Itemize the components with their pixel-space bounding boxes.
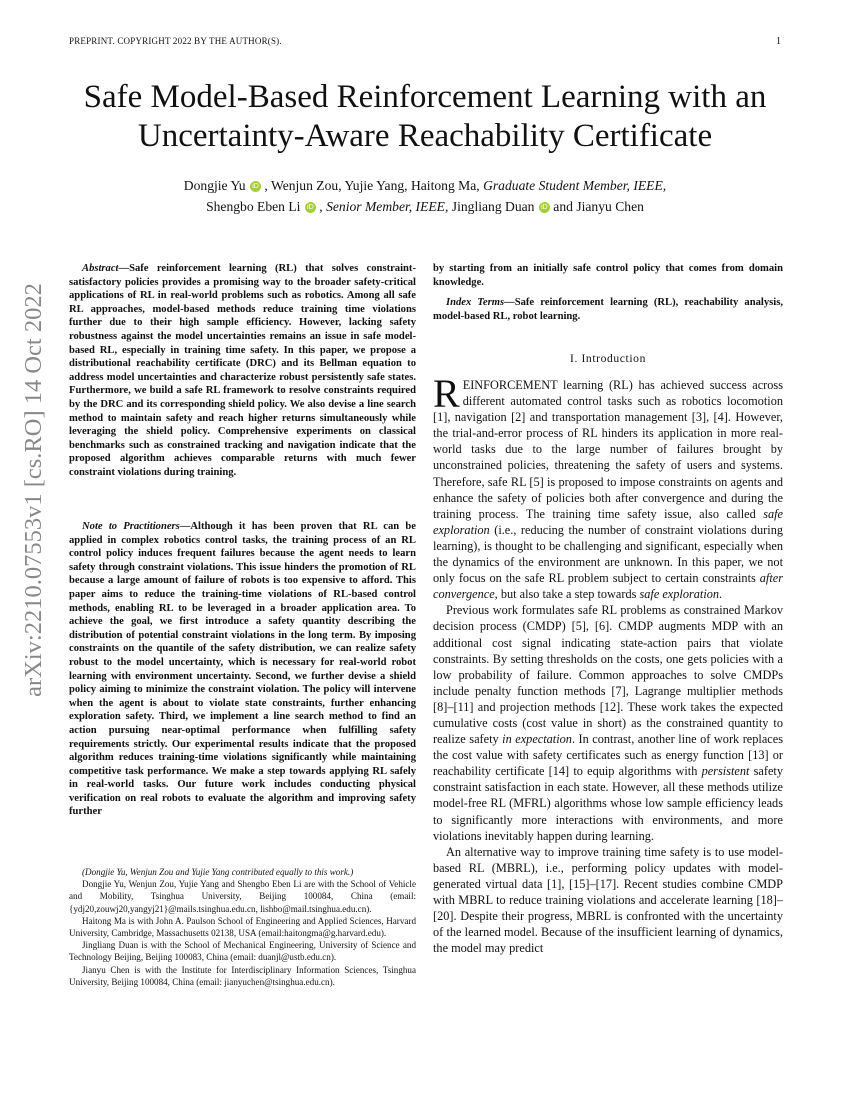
footnote-affil-4: Jianyu Chen is with the Institute for Interdisciplinary Information Sciences, Tsinghua University, Beijing 100084, China (email: jianyuchen@tsinghua.edu.cn).	[69, 964, 416, 987]
author-list	[60, 175, 790, 217]
abstract-text: —Safe reinforcement learning (RL) that solves constraint-satisfactory policies provides a promising way to the broader safety-critical applications of RL in real-world problems such as robotics. Among all safe RL approaches, model-based methods reduce training time violations further due to their high sample efficiency. However, lacking safety robustness against the model uncertainties remains an issue in safe model-based RL, especially in training time safety. In this paper, we propose a distributional reachability certificate (DRC) and its Bellman equation to address model uncertainties and characterize robust persistently safe states. Furthermore, we build a safe RL framework to resolve constraints required by the DRC and its corresponding shield policy. We also devise a line search method to maintain safety and reach higher returns simultaneously while leveraging the shield policy. Comprehensive experiments on classical benchmarks such as constrained tracking and navigation indicate that the proposed algorithm achieves comparable returns with much fewer constraint violations during training.	[69, 263, 416, 478]
index-terms-label: Index Terms	[446, 297, 505, 308]
author-li: Shengbo Eben Li	[206, 199, 301, 214]
introduction-body	[433, 371, 783, 956]
footnote-affil-3: Jingliang Duan is with the School of Mechanical Engineering, University of Science and Technology Beijing, Beijing 100083, China (email: duanjl@ustb.edu.cn).	[69, 940, 416, 963]
paper-title	[0, 78, 850, 156]
footnote-affil-1: Dongjie Yu, Wenjun Zou, Yujie Yang and Shengbo Eben Li are with the School of Vehicle and Mobility, Tsinghua University, Beijing 100084, China (email: {ydj20,zouwj20,yangyj21}@mails.tsinghua.edu.cn, lishbo@mail.tsinghua.edu.cn).	[69, 879, 416, 914]
title-line-1: Safe Model-Based Reinforcement Learning with an	[83, 79, 767, 115]
author-yu: Dongjie Yu	[183, 178, 246, 193]
arxiv-stamp-text[interactable]: arXiv:2210.07553v1 [cs.RO] 14 Oct 2022	[20, 283, 47, 697]
abstract	[69, 262, 416, 480]
intro-paragraph-3: An alternative way to improve training time safety is to use model-based RL (MBRL), i.e., performing policy updates with model-generated virtual data [1], [15]–[17]. Recent studies combine CMDP with MBRL to reduce training violations and accelerate learning [18]–[20]. Despite their progress, MBRL is confronted with the uncertainty of the learned model. Because of the insufficient learning of dynamics, the model may predict	[433, 844, 783, 956]
section-heading: I. Introduction	[570, 352, 646, 365]
index-terms-text: —Safe reinforcement learning (RL), reachability analysis, model-based RL, robot learning.	[433, 297, 783, 322]
author-role-senior: Senior Member, IEEE,	[326, 199, 449, 214]
author-role-gsm: Graduate Student Member, IEEE,	[483, 178, 667, 193]
footnote-contrib: (Dongjie Yu, Wenjun Zou and Yujie Yang contributed equally to this work.)	[82, 867, 354, 877]
footnote-affil-2: Haitong Ma is with John A. Paulson School of Engineering and Applied Sciences, Harvard University, Cambridge, Massachusetts 02138, USA (email:haitongma@g.harvard.edu).	[69, 915, 416, 939]
note-text: —Although it has been proven that RL can be applied in complex robotics control tasks, the training process of an RL control policy induces frequent failures because the agent needs to learn safety through constraint violations. This issue hinders the promotion of RL because a large amount of failure of robots is too expensive to afford. This paper aims to reduce the training-time violations of RL-based control methods, enabling RL to be leveraged in a broader application area. To achieve the goal, we first introduce a safety quantity describing the distribution of potential constraint violations in the long term. By imposing constraints on the quantile of the safety distribution, we can realize safety robust to the model uncertainty, which is necessary for real-world robot learning with environment uncertainty. Second, we further devise a shield policy aiming to minimize the constraint violation. The policy will intervene when the agent is about to violate state constraints, further enhancing exploration safety. Third, we implement a line search method to find an action pursuing near-optimal performance when fulfilling safety requirements strictly. Our experimental results indicate that the proposed algorithm reduces training-time violations significantly while maintaining competitive task performance. We make a step towards applying RL safely in real-world tasks. Our future work includes conducting physical verification on real robots to evaluate the algorithm and improving safety further	[69, 521, 417, 818]
intro-paragraph-1: REINFORCEMENT learning (RL) has achieved success across different automated control tasks such as robotics locomotion [1], navigation [2] and transportation management [3], [4]. However, the trial-and-error process of RL hinders its application in more real-world tasks due to the large number of failures brought by unconstrained policies, threatening the safety of users and systems. Therefore, safe RL [5] is proposed to impose constraints on agents and enhance the safety of policies both after convergence and during the training process. The training time safety issue, also called safe exploration (i.e., reducing the number of constraint violations during learning), is thought to be challenging and significant, especially when the dynamics of the environment are unknown. In this paper, we not only focus on the safe RL problem subject to certain constraints after convergence, but also take a step towards safe exploration.	[433, 371, 783, 602]
author-duan: Jingliang Duan	[451, 199, 535, 214]
intro-paragraph-2: Previous work formulates safe RL problems as constrained Markov decision process (CMDP) [5], [6]. CMDP augments MDP with an additional cost signal indicating state-action pairs that violate constraints. By setting thresholds on the costs, one gets policies with a low probability of failure. Common approaches to solve CMDPs include penalty function methods [7], Lagrange multiplier methods [8]–[11] and projection methods [12]. These work takes the expected cumulative costs (cost value in short) as the constrained quantity to realize safety in expectation. In contrast, another line of work replaces the cost value with safety certificates such as energy function [13] or reachability certificate [14] to equip algorithms with persistent safety constraint satisfaction in each state. However, all these methods utilize model-free RL (MFRL) algorithms whose low sample efficiency leads to significantly more interactions with environments, and more violations inevitably happen during learning.	[433, 603, 783, 843]
footnotes	[69, 866, 416, 988]
author-sep: ,	[319, 199, 323, 214]
orcid-icon[interactable]: iD	[305, 202, 316, 213]
authors-line1-rest: , Wenjun Zou, Yujie Yang, Haitong Ma,	[264, 178, 480, 193]
note-continuation	[433, 262, 783, 289]
orcid-icon[interactable]: iD	[539, 202, 550, 213]
arxiv-stamp[interactable]	[18, 283, 50, 697]
drop-cap: R	[433, 371, 460, 416]
author-chen: and Jianyu Chen	[553, 199, 644, 214]
note-continuation-text: by starting from an initially safe control policy that comes from domain knowledge.	[433, 263, 783, 288]
title-line-2: Uncertainty-Aware Reachability Certificate	[137, 118, 713, 154]
orcid-icon[interactable]: iD	[250, 181, 261, 192]
note-to-practitioners	[69, 520, 416, 819]
abstract-label: Abstract	[82, 263, 119, 274]
running-header: PREPRINT. COPYRIGHT 2022 BY THE AUTHOR(S).	[69, 36, 282, 46]
page-number: 1	[776, 36, 781, 47]
note-label: Note to Practitioners	[82, 521, 180, 532]
index-terms	[433, 296, 783, 323]
